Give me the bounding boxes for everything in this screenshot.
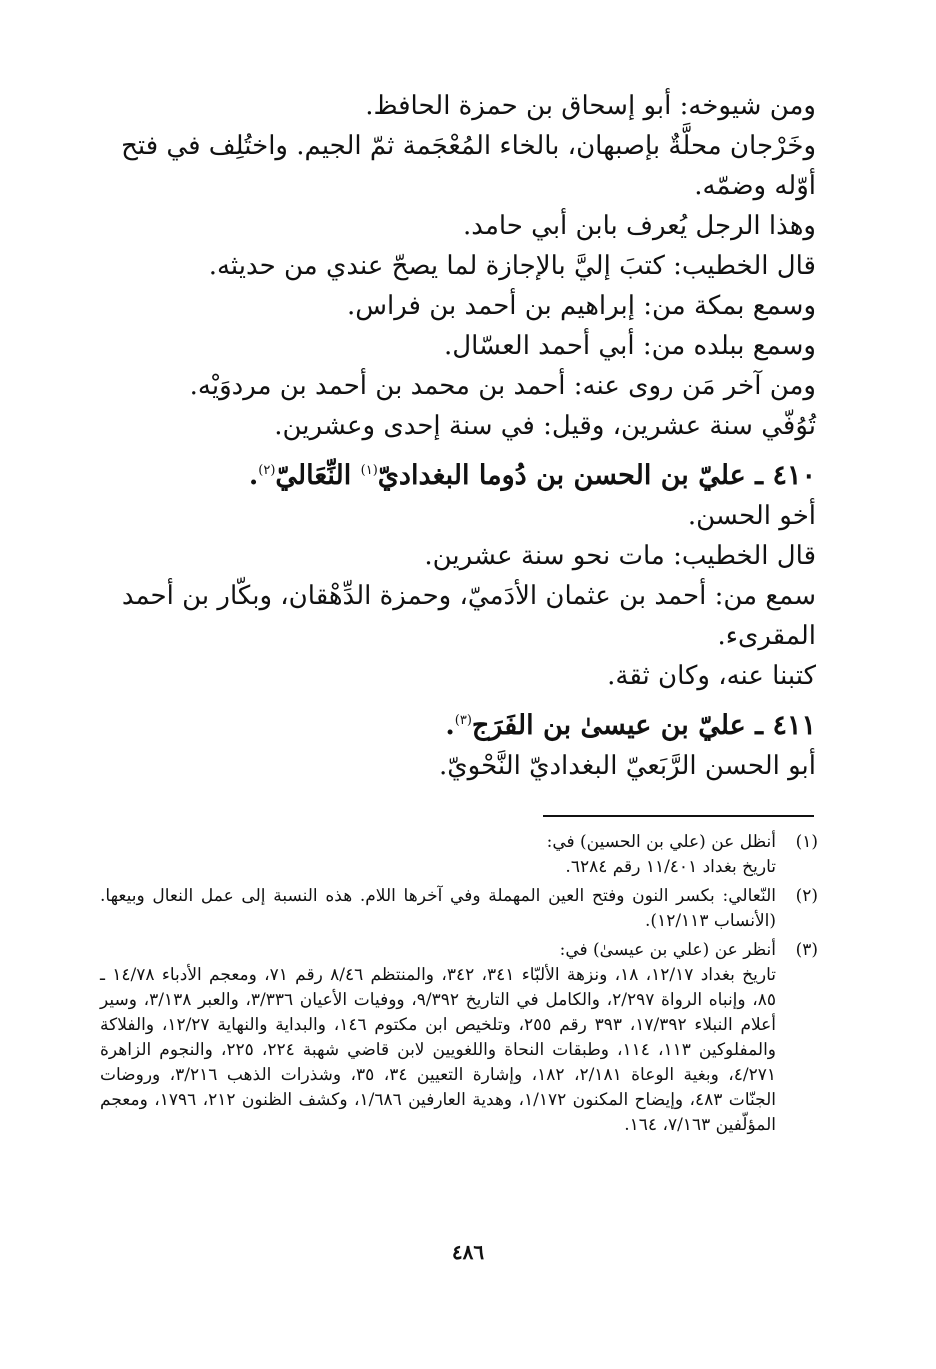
footnote-ref: (١) xyxy=(360,463,378,478)
text-line: ومن آخر مَن روى عنه: أحمد بن محمد بن أحمد بن مردوَيْه. xyxy=(189,371,816,401)
entry-end: . xyxy=(445,710,455,741)
entry-title: ٤١٠ ـ عليّ بن الحسن بن دُوما البغداديّ xyxy=(377,460,816,491)
text-line: أوّله وضمّه. xyxy=(694,171,816,201)
footnote-ref: (٣) xyxy=(454,713,472,728)
footnote-line: أنظل عن (علي بن الحسين) في: xyxy=(546,832,776,852)
footnote xyxy=(100,830,818,880)
entry-heading-411 xyxy=(100,706,816,746)
footnote xyxy=(100,938,818,1138)
entry-nisba: النِّعَاليّ xyxy=(275,460,361,491)
footnote-number: (٣) xyxy=(795,940,818,960)
footnote-body xyxy=(100,938,776,1138)
footnote-line: تاريخ بغداد ١١/٤٠١ رقم ٦٢٨٤. xyxy=(565,857,776,877)
footnote-number: (١) xyxy=(795,832,818,852)
footnote-number: (٢) xyxy=(795,886,818,906)
text-line: ومن شيوخه: أبو إسحاق بن حمزة الحافظ. xyxy=(365,91,816,121)
text-line: سمع من: أحمد بن عثمان الأدَميّ، وحمزة الدِّهْقان، وبكّار بن أحمد xyxy=(121,581,816,611)
text-line: وسمع ببلده من: أبي أحمد العسّال. xyxy=(443,331,816,361)
text-line: قال الخطيب: مات نحو سنة عشرين. xyxy=(424,541,816,571)
footnote-line: النّعالي: بكسر النون وفتح العين المهملة وفي آخرها اللام. هذه النسبة إلى عمل النعال وبيعها. (الأنساب ١٢/١١٣). xyxy=(100,886,776,931)
footnote-body xyxy=(100,830,776,880)
entry-title: ٤١١ ـ عليّ بن عيسىٰ بن الفَرَج xyxy=(471,710,816,741)
text-line: وخَرْجان محلَّةٌ بإصبهان، بالخاء المُعْجَمة ثمّ الجيم. واختُلِف في فتح xyxy=(121,131,816,161)
text-line: أبو الحسن الرَّبَعيّ البغداديّ النَّحْويّ. xyxy=(439,751,816,781)
footnote-body xyxy=(100,884,776,934)
footnote-line: تاريخ بغداد ١٢/١٧، ١٨، ونزهة الألبّاء ٣٤١، ٣٤٢، والمنتظم ٨/٤٦ رقم ٧١، ومعجم الأدباء ١٤/٧٨ ـ ٨٥، وإنباه الرواة ٢/٢٩٧، والكامل في التاريخ ٩/٣٩٢، ووفيات الأعيان ٣/٣٣٦، والعبر ٣/١٣٨، وسير أعلام النبلاء ١٧/٣٩٢، ٣٩٣ رقم ٢٥٥، وتلخيص ابن مكتوم ١٤٦، والبداية والنهاية ١٢/٢٧، والفلاكة والمفلوكين ١١٣، ١١٤، وطبقات النحاة واللغويين لابن قاضي شهبة ٢٢٤، ٢٢٥، والنجوم الزاهرة ٤/٢٧١، وبغية الوعاة ٢/١٨١، ١٨٢، وإشارة التعيين ٣٤، ٣٥، وشذرات الذهب ٣/٢١٦، وروضات الجنّات ٤٨٣، وإيضاح المكنون ١/١٧٢، وهدية العارفين ١/٦٨٦، وكشف الظنون ٢١٢، ١٧٩٦، ومعجم المؤلّفين ٧/١٦٣، ١٦٤. xyxy=(100,965,777,1135)
entry-heading-410 xyxy=(100,456,816,496)
footnote xyxy=(100,884,818,934)
text-line: أخو الحسن. xyxy=(687,501,816,531)
text-line: وسمع بمكة من: إبراهيم بن أحمد بن فراس. xyxy=(346,291,816,321)
footnote-separator xyxy=(543,815,814,817)
footnote-line: أنظر عن (علي بن عيسىٰ) في: xyxy=(559,940,776,960)
footnotes xyxy=(100,830,818,1142)
text-line: قال الخطيب: كتبَ إليَّ بالإجازة لما يصحّ عندي من حديثه. xyxy=(208,251,816,281)
page-number: ٤٨٦ xyxy=(451,1240,485,1264)
footnote-ref: (٢) xyxy=(258,463,276,478)
text-line: المقرىء. xyxy=(717,621,816,651)
main-text xyxy=(100,86,816,786)
text-line: كتبنا عنه، وكان ثقة. xyxy=(607,661,816,691)
text-line: وهذا الرجل يُعرف بابن أبي حامد. xyxy=(463,211,816,241)
entry-end: . xyxy=(248,460,259,491)
text-line: تُوُفّي سنة عشرين، وقيل: في سنة إحدى وعشرين. xyxy=(274,411,816,441)
